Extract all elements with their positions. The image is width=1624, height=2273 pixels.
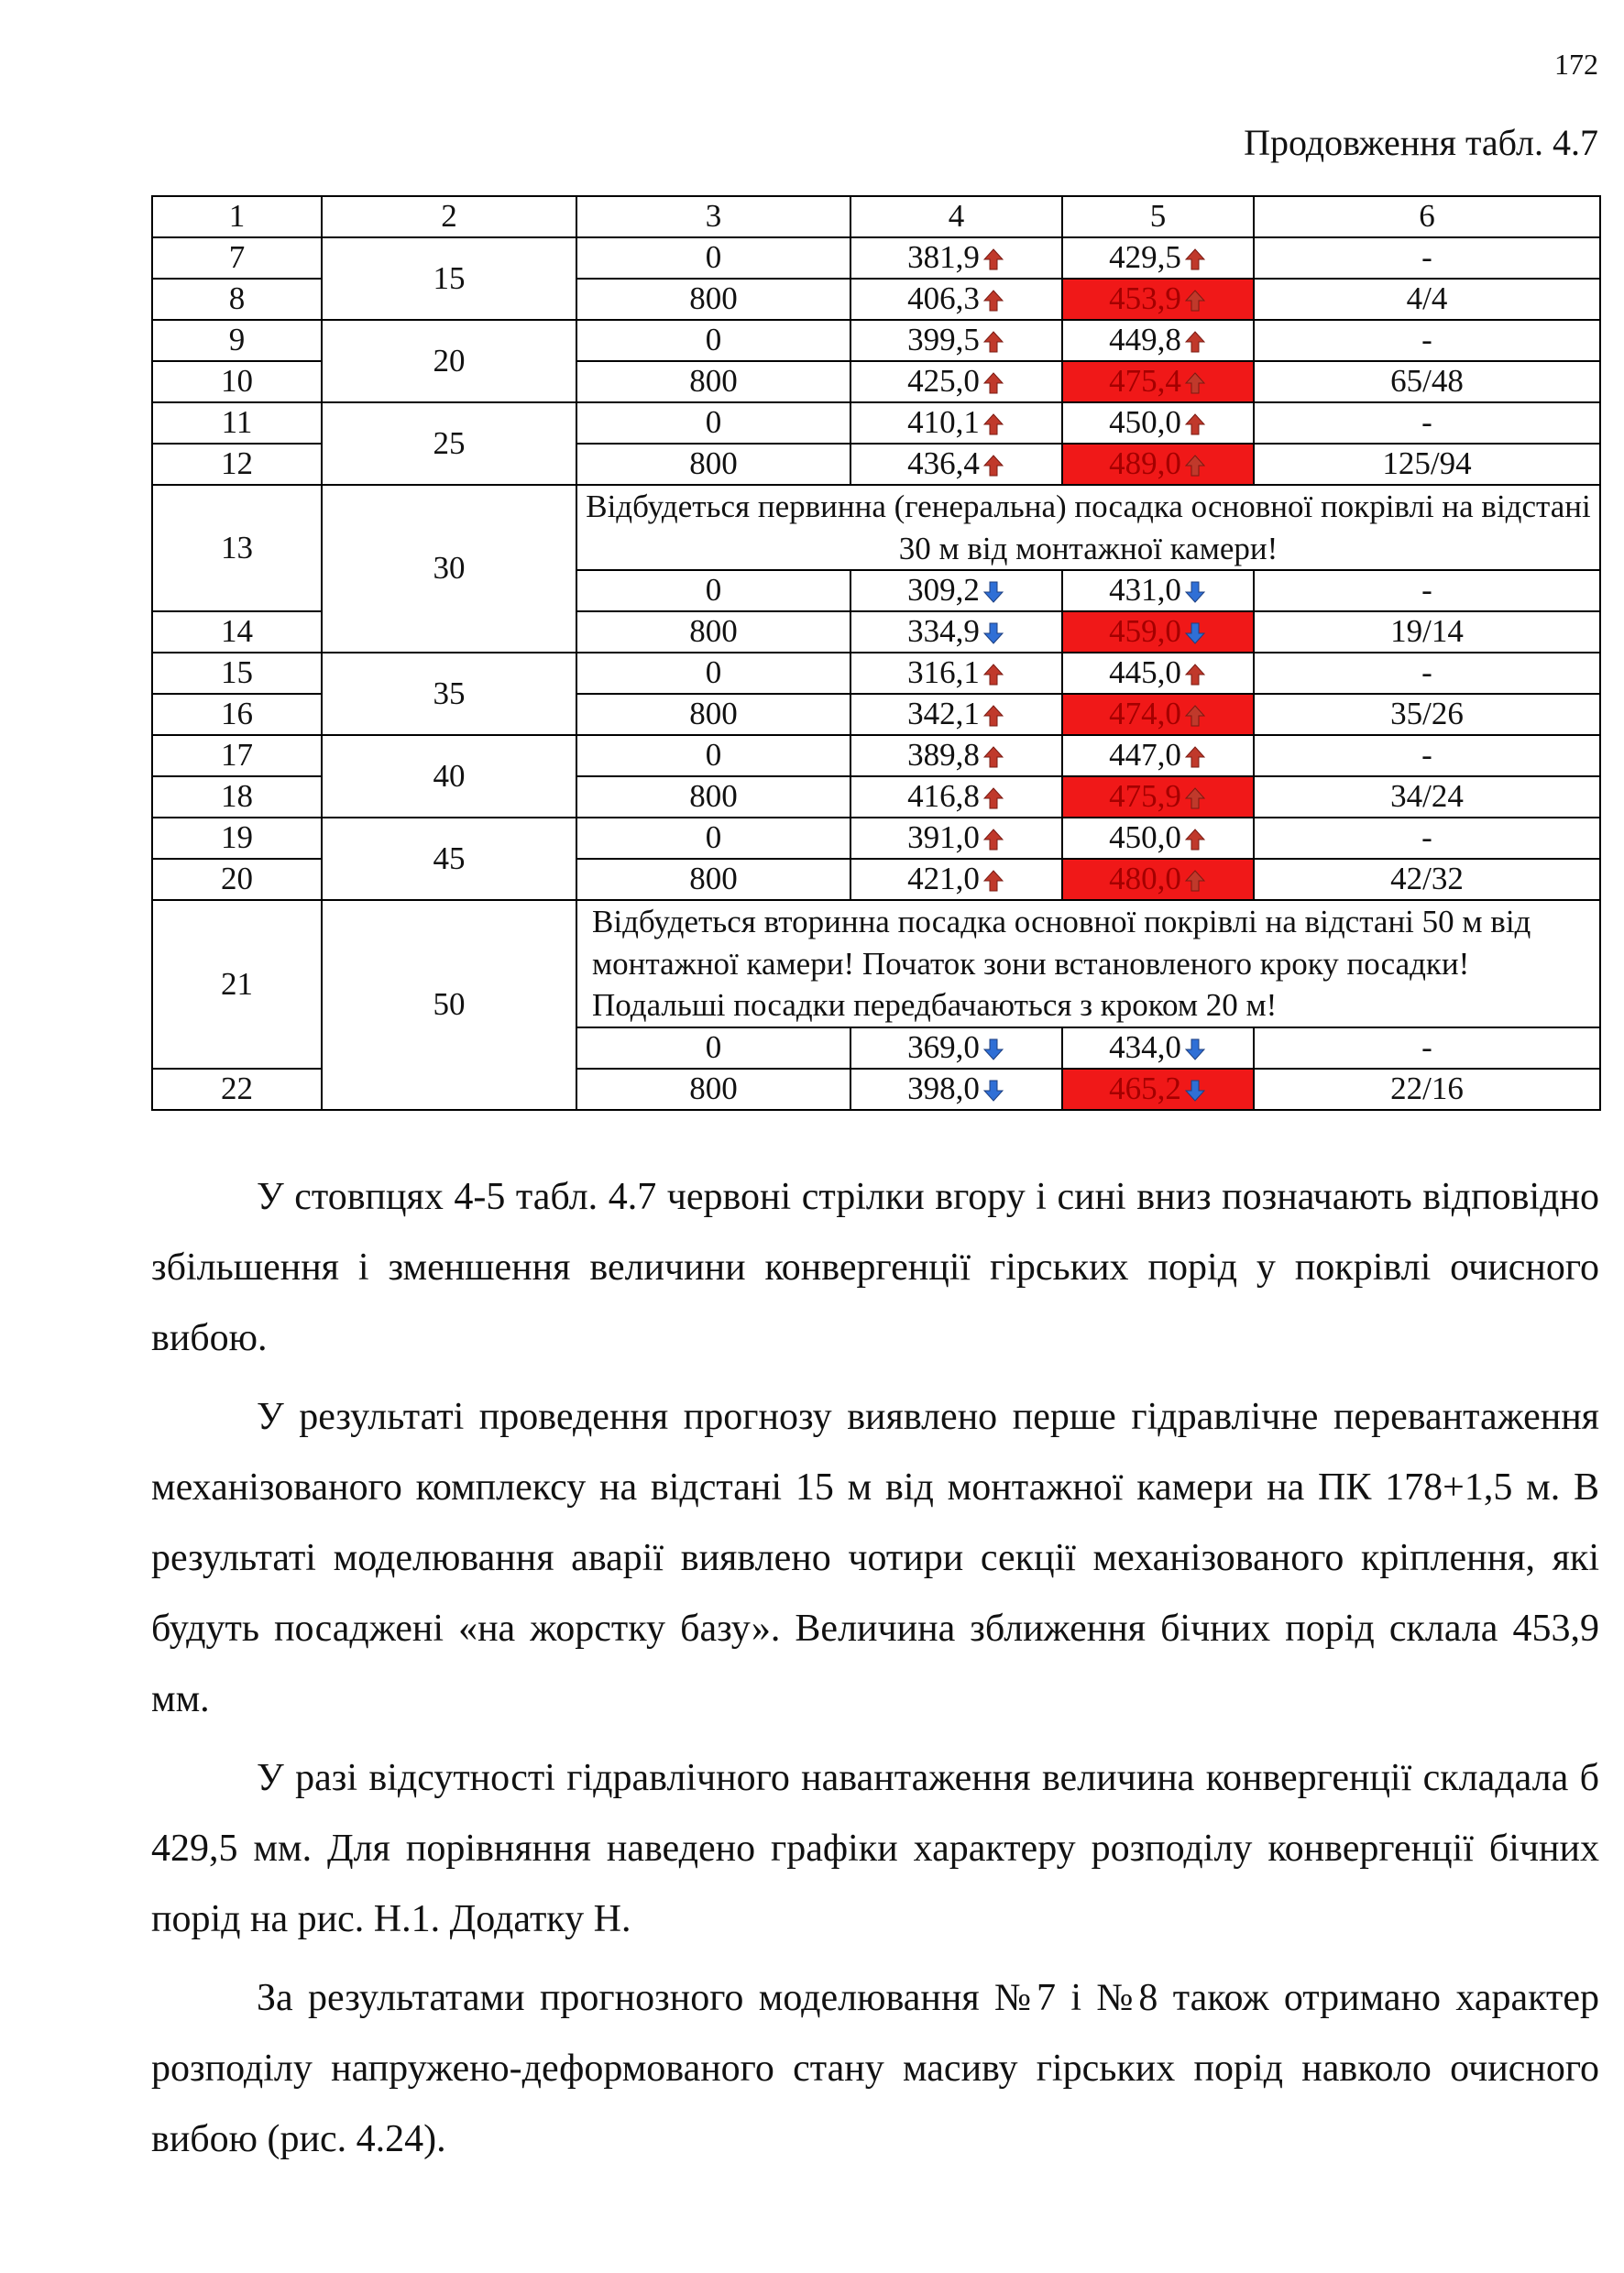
distance-cell: 45 xyxy=(322,818,576,900)
arrow-down-icon xyxy=(982,613,1005,650)
arrow-up-icon xyxy=(1183,654,1207,691)
cell-value: 425,0 xyxy=(907,363,980,400)
paragraph: За результатами прогнозного моделювання №7 і №8 також отримано характер розподілу напружено-деформованого стану масиву гірських порід навколо очисного вибою (рис. 4.24). xyxy=(151,1977,1599,2160)
distance-cell: 30 xyxy=(322,485,576,653)
arrow-up-icon xyxy=(1183,404,1207,441)
arrow-up-icon xyxy=(982,239,1005,276)
arrow-up-icon xyxy=(982,280,1005,317)
distance-cell: 40 xyxy=(322,735,576,818)
header-cell: 4 xyxy=(850,196,1062,237)
row-number-cell: 7 xyxy=(152,237,322,279)
cell-value: 475,9 xyxy=(1109,778,1181,815)
table-body xyxy=(152,237,1600,1110)
table-row xyxy=(152,818,1600,859)
row-number-cell: 8 xyxy=(152,279,322,320)
convergence-col4-cell xyxy=(850,570,1062,611)
convergence-col5-cell xyxy=(1062,1069,1254,1110)
convergence-col4-cell xyxy=(850,237,1062,279)
sections-cell: - xyxy=(1254,818,1600,859)
convergence-col4-cell xyxy=(850,444,1062,485)
row-number-cell: 12 xyxy=(152,444,322,485)
arrow-up-icon xyxy=(982,819,1005,856)
cell-value: 369,0 xyxy=(907,1028,980,1065)
convergence-col5-cell xyxy=(1062,611,1254,653)
cell-value: 480,0 xyxy=(1109,861,1181,897)
cell-value: 416,8 xyxy=(907,778,980,815)
arrow-down-icon xyxy=(1183,1029,1207,1066)
cell-value: 334,9 xyxy=(907,613,980,650)
convergence-col4-cell xyxy=(850,653,1062,694)
sections-cell: 19/14 xyxy=(1254,611,1600,653)
arrow-up-icon xyxy=(982,363,1005,400)
sections-cell: - xyxy=(1254,653,1600,694)
sections-cell: - xyxy=(1254,570,1600,611)
arrow-up-icon xyxy=(1183,737,1207,774)
cell-value: 489,0 xyxy=(1109,445,1181,482)
load-cell: 0 xyxy=(576,1027,850,1069)
arrow-up-icon xyxy=(1183,445,1207,482)
cell-value: 398,0 xyxy=(907,1070,980,1106)
row-number-cell: 9 xyxy=(152,320,322,361)
cell-value: 342,1 xyxy=(907,696,980,732)
row-number-cell: 18 xyxy=(152,776,322,818)
cell-value: 381,9 xyxy=(907,239,980,276)
cell-value: 450,0 xyxy=(1109,819,1181,856)
cell-value: 447,0 xyxy=(1109,737,1181,774)
sections-cell: - xyxy=(1254,1027,1600,1069)
arrow-up-icon xyxy=(1183,819,1207,856)
cell-value: 436,4 xyxy=(907,445,980,482)
arrow-up-icon xyxy=(1183,861,1207,897)
sections-cell: - xyxy=(1254,320,1600,361)
arrow-up-icon xyxy=(982,861,1005,897)
convergence-col5-cell xyxy=(1062,1027,1254,1069)
convergence-col4-cell xyxy=(850,361,1062,402)
cell-value: 431,0 xyxy=(1109,572,1181,609)
cell-value: 474,0 xyxy=(1109,696,1181,732)
distance-cell: 20 xyxy=(322,320,576,402)
paragraph: У стовпцях 4-5 табл. 4.7 червоні стрілки вгору і сині вниз позначають відповідно збільшення і зменшення величини конвергенції гірських порід у покрівлі очисного вибою. xyxy=(151,1176,1599,1359)
cell-value: 465,2 xyxy=(1109,1070,1181,1106)
arrow-down-icon xyxy=(1183,1071,1207,1107)
cell-value: 389,8 xyxy=(907,737,980,774)
cell-value: 316,1 xyxy=(907,654,980,691)
row-number-cell: 10 xyxy=(152,361,322,402)
body-text xyxy=(151,1162,1599,2183)
table-row xyxy=(152,402,1600,444)
convergence-col5-cell xyxy=(1062,361,1254,402)
convergence-col5-cell xyxy=(1062,570,1254,611)
convergence-col5-cell xyxy=(1062,735,1254,776)
load-cell: 800 xyxy=(576,611,850,653)
arrow-down-icon xyxy=(982,572,1005,609)
page-number: 172 xyxy=(1554,48,1598,81)
row-number-cell: 21 xyxy=(152,900,322,1069)
paragraph: У разі відсутності гідравлічного навантаження величина конвергенції складала б 429,5 мм. Для порівняння наведено графіки характеру розподілу конвергенції бічних порід на рис. Н.1. Додатку Н. xyxy=(151,1757,1599,1940)
arrow-up-icon xyxy=(982,778,1005,815)
header-cell: 6 xyxy=(1254,196,1600,237)
cell-value: 406,3 xyxy=(907,280,980,317)
convergence-col4-cell xyxy=(850,402,1062,444)
arrow-up-icon xyxy=(982,737,1005,774)
load-cell: 0 xyxy=(576,653,850,694)
row-number-cell: 22 xyxy=(152,1069,322,1110)
arrow-down-icon xyxy=(982,1071,1005,1107)
cell-value: 391,0 xyxy=(907,819,980,856)
arrow-down-icon xyxy=(982,1029,1005,1066)
table-header-row xyxy=(152,196,1600,237)
convergence-col4-cell xyxy=(850,320,1062,361)
cell-value: 309,2 xyxy=(907,572,980,609)
sections-cell: 125/94 xyxy=(1254,444,1600,485)
arrow-up-icon xyxy=(1183,239,1207,276)
load-cell: 800 xyxy=(576,694,850,735)
table-row xyxy=(152,320,1600,361)
row-number-cell: 20 xyxy=(152,859,322,900)
convergence-col5-cell xyxy=(1062,279,1254,320)
cell-value: 453,9 xyxy=(1109,280,1181,317)
load-cell: 0 xyxy=(576,402,850,444)
convergence-col4-cell xyxy=(850,694,1062,735)
convergence-col5-cell xyxy=(1062,237,1254,279)
arrow-up-icon xyxy=(982,654,1005,691)
arrow-up-icon xyxy=(982,322,1005,358)
cell-value: 475,4 xyxy=(1109,363,1181,400)
convergence-col5-cell xyxy=(1062,859,1254,900)
cell-value: 399,5 xyxy=(907,322,980,358)
load-cell: 0 xyxy=(576,237,850,279)
note-cell: Відбудеться вторинна посадка основної покрівлі на відстані 50 м від монтажної камери! Початок зони встановленого кроку посадки! Подальші посадки передбачаються з кроком 20 м! xyxy=(576,900,1600,1027)
sections-cell: 42/32 xyxy=(1254,859,1600,900)
header-cell: 1 xyxy=(152,196,322,237)
row-number-cell: 13 xyxy=(152,485,322,611)
load-cell: 800 xyxy=(576,279,850,320)
load-cell: 0 xyxy=(576,818,850,859)
sections-cell: 65/48 xyxy=(1254,361,1600,402)
cell-value: 434,0 xyxy=(1109,1028,1181,1065)
arrow-up-icon xyxy=(1183,322,1207,358)
sections-cell: - xyxy=(1254,402,1600,444)
convergence-col4-cell xyxy=(850,776,1062,818)
convergence-col4-cell xyxy=(850,1027,1062,1069)
sections-cell: 4/4 xyxy=(1254,279,1600,320)
arrow-up-icon xyxy=(982,696,1005,732)
convergence-col5-cell xyxy=(1062,653,1254,694)
distance-cell: 50 xyxy=(322,900,576,1110)
row-number-cell: 11 xyxy=(152,402,322,444)
load-cell: 800 xyxy=(576,776,850,818)
row-number-cell: 19 xyxy=(152,818,322,859)
arrow-up-icon xyxy=(1183,778,1207,815)
header-cell: 5 xyxy=(1062,196,1254,237)
arrow-up-icon xyxy=(982,404,1005,441)
row-number-cell: 15 xyxy=(152,653,322,694)
row-number-cell: 17 xyxy=(152,735,322,776)
convergence-col4-cell xyxy=(850,735,1062,776)
load-cell: 0 xyxy=(576,570,850,611)
cell-value: 449,8 xyxy=(1109,322,1181,358)
row-number-cell: 16 xyxy=(152,694,322,735)
arrow-up-icon xyxy=(982,445,1005,482)
cell-value: 445,0 xyxy=(1109,654,1181,691)
table-row xyxy=(152,485,1600,570)
load-cell: 0 xyxy=(576,320,850,361)
sections-cell: 35/26 xyxy=(1254,694,1600,735)
convergence-col4-cell xyxy=(850,279,1062,320)
load-cell: 800 xyxy=(576,859,850,900)
convergence-col4-cell xyxy=(850,859,1062,900)
convergence-col4-cell xyxy=(850,818,1062,859)
cell-value: 410,1 xyxy=(907,404,980,441)
table-row xyxy=(152,237,1600,279)
arrow-down-icon xyxy=(1183,613,1207,650)
convergence-col5-cell xyxy=(1062,320,1254,361)
table-row xyxy=(152,900,1600,1027)
header-cell: 2 xyxy=(322,196,576,237)
sections-cell: - xyxy=(1254,237,1600,279)
load-cell: 0 xyxy=(576,735,850,776)
convergence-col5-cell xyxy=(1062,776,1254,818)
convergence-col4-cell xyxy=(850,611,1062,653)
convergence-col4-cell xyxy=(850,1069,1062,1110)
arrow-up-icon xyxy=(1183,363,1207,400)
distance-cell: 35 xyxy=(322,653,576,735)
arrow-down-icon xyxy=(1183,572,1207,609)
paragraph: У результаті проведення прогнозу виявлено перше гідравлічне перевантаження механізованого комплексу на відстані 15 м від монтажної камери на ПК 178+1,5 м. В результаті моделювання аварії виявлено чотири секції механізованого кріплення, які будуть посаджені «на жорстку базу». Величина зближення бічних порід склала 453,9 мм. xyxy=(151,1396,1599,1720)
load-cell: 800 xyxy=(576,444,850,485)
convergence-col5-cell xyxy=(1062,444,1254,485)
table-row xyxy=(152,653,1600,694)
sections-cell: 22/16 xyxy=(1254,1069,1600,1110)
arrow-up-icon xyxy=(1183,696,1207,732)
table-caption: Продовження табл. 4.7 xyxy=(1244,122,1598,163)
cell-value: 450,0 xyxy=(1109,404,1181,441)
load-cell: 800 xyxy=(576,361,850,402)
cell-value: 429,5 xyxy=(1109,239,1181,276)
sections-cell: - xyxy=(1254,735,1600,776)
header-cell: 3 xyxy=(576,196,850,237)
sections-cell: 34/24 xyxy=(1254,776,1600,818)
cell-value: 459,0 xyxy=(1109,613,1181,650)
convergence-col5-cell xyxy=(1062,402,1254,444)
table-row xyxy=(152,735,1600,776)
row-number-cell: 14 xyxy=(152,611,322,653)
arrow-up-icon xyxy=(1183,280,1207,317)
cell-value: 421,0 xyxy=(907,861,980,897)
distance-cell: 15 xyxy=(322,237,576,320)
convergence-col5-cell xyxy=(1062,694,1254,735)
convergence-col5-cell xyxy=(1062,818,1254,859)
note-cell: Відбудеться первинна (генеральна) посадка основної покрівлі на відстані 30 м від монтажної камери! xyxy=(576,485,1600,570)
distance-cell: 25 xyxy=(322,402,576,485)
load-cell: 800 xyxy=(576,1069,850,1110)
data-table xyxy=(151,195,1601,1111)
